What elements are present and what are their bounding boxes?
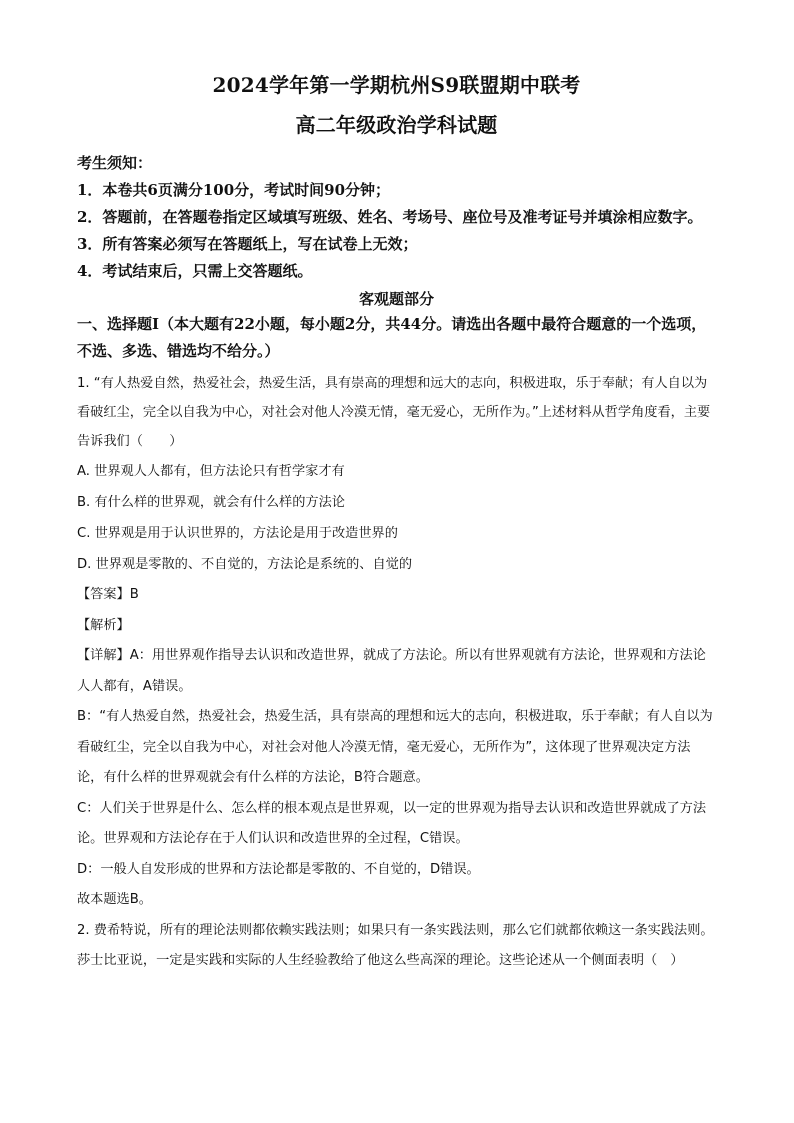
question-1-option-b: B. 有什么样的世界观，就会有什么样的方法论: [77, 495, 345, 510]
notice-item-2: 2．答题前，在答题卷指定区域填写班级、姓名、考场号、座位号及准考证号并填涂相应数字。: [77, 208, 703, 226]
question-1-analysis-label: 【解析】: [77, 617, 130, 633]
question-1-stem: 1. “有人热爱自然，热爱社会，热爱生活，具有崇高的理想和远大的志向，积极进取，乐于奉献；有人自以为看破红尘，完全以自我为中心，对社会对他人冷漠无情，毫无爱心，无所作为。”上述材料从哲学角度看，主要告诉我们（ ）: [77, 376, 711, 449]
notice-item-1: 1．本卷共6页满分100分，考试时间90分钟；: [77, 181, 391, 199]
question-1-analysis-b: B：“有人热爱自然，热爱社会，热爱生活，具有崇高的理想和远大的志向，积极进取，乐于奉献；有人自以为看破红尘，完全以自我为中心，对社会对他人冷漠无情，毫无爱心，无所作为”，这体现了世界观决定方法论，有什么样的世界观就会有什么样的方法论，B符合题意。: [77, 709, 713, 785]
question-1-option-a: A. 世界观人人都有，但方法论只有哲学家才有: [77, 464, 345, 479]
section-instruction: 一、选择题Ⅰ（本大题有22小题，每小题2分，共44分。请选出各题中最符合题意的一个选项，不选、多选、错选均不给分。）: [77, 315, 707, 360]
question-1-answer: 【答案】B: [77, 587, 139, 602]
question-1-option-d: D. 世界观是零散的、不自觉的，方法论是系统的、自觉的: [77, 557, 413, 572]
notice-block: [77, 150, 716, 285]
question-1-analysis-a: 【详解】A：用世界观作指导去认识和改造世界，就成了方法论。所以有世界观就有方法论，世界观和方法论人人都有，A错误。: [77, 648, 706, 694]
question-1-conclusion: 故本题选B。: [77, 892, 152, 907]
notice-item-3: 3．所有答案必须写在答题纸上，写在试卷上无效；: [77, 235, 418, 253]
question-1-analysis-d: D：一般人自发形成的世界和方法论都是零散的、不自觉的，D错误。: [77, 861, 480, 877]
exam-title: 2024学年第一学期杭州S9联盟期中联考: [212, 73, 581, 97]
section-heading: 客观题部分: [358, 290, 434, 308]
exam-subtitle: 高二年级政治学科试题: [295, 113, 498, 137]
question-1: [77, 369, 716, 916]
notice-heading: 考生须知：: [77, 154, 153, 172]
notice-item-4: 4．考试结束后，只需上交答题纸。: [77, 262, 313, 280]
question-1-analysis-c: C：人们关于世界是什么、怎么样的根本观点是世界观，以一定的世界观为指导去认识和改造世界就成了方法论。世界观和方法论存在于人们认识和改造世界的全过程，C错误。: [77, 800, 707, 846]
question-1-option-c: C. 世界观是用于认识世界的，方法论是用于改造世界的: [77, 526, 398, 541]
question-2-stem: 2. 费希特说，所有的理论法则都依赖实践法则；如果只有一条实践法则，那么它们就都依赖这一条实践法则。莎士比亚说，一定是实践和实际的人生经验教给了他这么些高深的理论。这些论述从一个侧面表明（ ）: [77, 922, 714, 968]
question-2: [77, 916, 716, 977]
